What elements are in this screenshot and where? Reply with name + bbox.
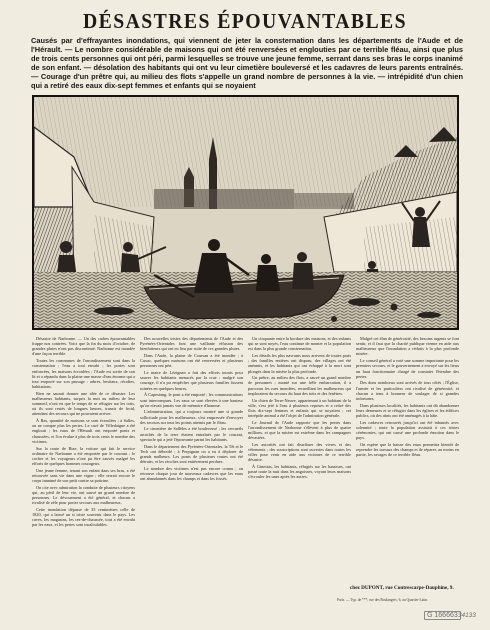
article-columns bbox=[32, 336, 459, 591]
article-column-2 bbox=[140, 336, 243, 591]
column-paragraph: On espère que la baisse des eaux permettra bientôt de reprendre les travaux des champs et de réparer, au moins en partie, les ravages de ce terrible fléau. bbox=[356, 441, 459, 458]
article-column-3 bbox=[248, 336, 351, 591]
engraving-svg bbox=[34, 97, 457, 328]
flood-engraving-illustration bbox=[32, 95, 459, 330]
document-title: DÉSASTRES ÉPOUVANTABLES bbox=[82, 9, 408, 33]
column-paragraph: Le conseil général a voté une somme importante pour les premiers secours, et le gouvernement a envoyé sur les lieux un haut fonctionnaire chargé de constater l'étendue des pertes. bbox=[356, 358, 459, 379]
column-paragraph: Le cimetière de Sallèles a été bouleversé ; les cercueils arrachés de la terre étaient entraînés par le courant, spectacle qui a jeté l'épouvante parmi les habitants. bbox=[140, 426, 243, 442]
column-paragraph: Dans le département des Pyrénées-Orientales, la Têt et le Tech ont débordé ; à Perpignan on a eu à déplorer de grands malheurs. Les ponts de plusieurs routes ont été détruits, et les récoltes sont entièrement perdues. bbox=[140, 443, 243, 464]
column-paragraph: Les autorités ont fait distribuer des vivres et des vêtements ; des souscriptions sont ouvertes dans toutes les villes pour venir en aide aux victimes de ce terrible désastre. bbox=[248, 441, 351, 463]
article-column-4 bbox=[356, 336, 459, 591]
column-paragraph: Dans plusieurs localités, les habitants ont dû abandonner leurs demeures et se réfugier dans les églises et les édifices publics, où des abris ont été aménagés à la hâte. bbox=[356, 402, 459, 418]
column-paragraph: Une jeune femme, tenant son enfant dans ses bras, a été retrouvée sans vie dans une vigne ; elle serrait encore le corps inanimé de son petit contre sa poitrine. bbox=[32, 467, 135, 484]
column-paragraph: Des dons nombreux sont arrivés de tous côtés ; l'Église, l'armée et les particuliers ont rivalisé de générosité, et chacun a tenu à honneur de soulager de si grandes infortunes. bbox=[356, 380, 459, 401]
column-paragraph: À Ginestas, les habitants, réfugiés sur les hauteurs, ont passé toute la nuit dans les angoisses, voyant leurs maisons s'écrouler les unes après les autres. bbox=[248, 464, 351, 480]
column-paragraph: Le Journal de l'Aude rapporte que les pertes dans l'arrondissement de Narbonne s'élèvent à plus de quatre millions, et que la misère est extrême dans les campagnes dévastées. bbox=[248, 419, 351, 441]
column-paragraph: On cite avec admiration la conduite de plusieurs citoyens qui, au péril de leur vie, ont sauvé un grand nombre de personnes. Le dévouement a été général, et chacun a rivalisé de zèle pour porter secours aux malheureux. bbox=[32, 484, 135, 506]
column-paragraph: Un cinquante entre la bordure des maisons, et des enfants qui se sont noyés, l'eau continue de monter et la population est dans la plus grande consternation. bbox=[248, 336, 351, 352]
column-paragraph: Rien ne saurait donner une idée de ce désastre. Les malheureux habitants, surpris la nuit au milieu de leur sommeil, n'ont eu que le temps de se réfugier sur les toits, où ils sont restés de longues heures, transis de froid, attendant des secours qui ne pouvaient arriver. bbox=[32, 390, 135, 417]
column-paragraph: Sur la route de Bize, la voiture qui fait le service ordinaire de Narbonne a été emportée par le courant ; le cocher et les voyageurs n'ont pu être sauvés malgré les efforts de quelques hommes courageux. bbox=[32, 445, 135, 466]
column-paragraph: Les détails les plus navrants nous arrivent de toutes parts ; des familles entières ont disparu, des villages ont été anéantis, et les habitants qui ont échappé à la mort sont plongés dans la misère la plus profonde. bbox=[248, 353, 351, 374]
column-paragraph: L'administration, qui a toujours montré une si grande sollicitude pour les malheureux, s'est empressée d'envoyer des secours sur tous les points atteints par le fléau. bbox=[140, 409, 243, 425]
publisher-line: chez DUPONT, rue Contrescarpe-Dauphine, 9. bbox=[350, 585, 454, 591]
column-paragraph: À Capestang, le pont a été emporté ; les communications sont interrompues. Les eaux se sont élevées à une hauteur qu'on n'avait jamais vue de mémoire d'homme. bbox=[140, 392, 243, 408]
printer-imprint: Paris. — Typ. de ***, rue des Boulangers, 6, au Quartier-Latin. bbox=[337, 598, 429, 602]
column-paragraph: Les cadavres retrouvés jusqu'ici ont été inhumés avec solennité ; toute la population assistait à ces tristes cérémonies, qui ont causé une profonde émotion dans le pays. bbox=[356, 419, 459, 441]
column-paragraph: Dans l'Aude, la plaine de Coursan a été inondée ; à Cuxac, quelques maisons ont été renversées et plusieurs personnes ont péri. bbox=[140, 353, 243, 369]
column-paragraph: Le maire de Lézignan a fait des efforts inouïs pour sauver les habitants menacés par la crue ; malgré son courage, il n'a pu empêcher que plusieurs familles fussent ruinées en quelques heures. bbox=[140, 370, 243, 391]
column-paragraph: À Ras, quantité de maisons se sont écroulées ; à Salles, on ne compte plus les pertes. Le curé de Villedaigne a été englouti ; les eaux de l'Hérault ont emporté ponts et chaussées, et l'on évalue à plus de trois cents le nombre des victimes. bbox=[32, 418, 135, 444]
column-paragraph: Malgré cet élan de générosité, des besoins urgents se font sentir, et il faut que la charité publique vienne en aide aux malheureux que l'inondation a réduits à la plus profonde misère. bbox=[356, 336, 459, 357]
column-paragraph: Cette inondation dépasse de 35 centimètres celle de 1820, qui a laissé un si triste souvenir dans le pays. Les caves, les magasins, les rez-de-chaussée, tout a été envahi par les eaux, et les pertes sont incalculables. bbox=[32, 507, 135, 528]
column-paragraph: Des nouvelles tristes des départements de l'Aude et des Pyrénées-Orientales font une vaillante effusion des bienfaiteurs qui ont eu lieu par suite de ces grandes pluies. bbox=[140, 336, 243, 352]
column-paragraph: Toutes les communes de l'arrondissement sont dans la consternation ; l'eau a tout envahi ; les portes sont enfoncées, les maisons écroulées ; l'Aude est sortie de son lit et a répandu dans la plaine une masse d'eau énorme qui a tout emporté sur son passage : arbres, bestiaux, récoltes, habitations. bbox=[32, 358, 135, 389]
column-paragraph: Un chien de Terre-Neuve, appartenant à un habitant de la ville, s'est jeté à l'eau à plusieurs reprises et a retiré des flots dix-sept femmes et enfants qui se noyaient ; cet intrépide animal a été l'objet de l'admiration générale. bbox=[248, 397, 351, 418]
shelfmark-number: 34133 bbox=[458, 612, 476, 619]
column-paragraph: Le nombre des victimes n'est pas encore connu ; on retrouve chaque jour de nouveaux cadavres que les eaux ont abandonnés dans les champs et dans les fossés. bbox=[140, 465, 243, 482]
article-column-1 bbox=[32, 336, 135, 591]
column-paragraph: Un prêtre, au milieu des flots, a sauvé un grand nombre de personnes ; monté sur une frêle embarcation, il a parcouru les rues inondées, recueillant les malheureux qui imploraient du secours du haut des toits et des fenêtres. bbox=[248, 375, 351, 396]
column-paragraph: Désastre de Narbonne. — Un des cadres épouvantables frappe nos contrées. Voici que la fin du mois d'octobre, de grandes pluies n'ont pas discontinué. Narbonne est inondée d'une façon terrible. bbox=[32, 336, 135, 357]
lead-paragraph: Causés par d'effrayantes inondations, qui viennent de jeter la consternation dans les départements de l'Aude et de l'Hérault. — Le nombre considérable de maisons qui ont été renversées et englouties par ce terrible fléau, ainsi que plus de trois cents personnes qui ont péri, parmi lesquelles se trouve une jeune femme, serrant dans ses bras le corps inanimé de son enfant. — désolation des habitants qui ont vu leur cimetière bouleversé et les cadavres de leurs parents entraînés. — Courage d'un prêtre qui, au milieu des flots s'appelle un grand nombre de personnes à la vie. — intrépidité d'un chien qui a retiré des eaux dix-sept femmes et enfants qui se noyaient bbox=[31, 36, 463, 91]
library-stamp: G 166663 bbox=[424, 611, 461, 620]
